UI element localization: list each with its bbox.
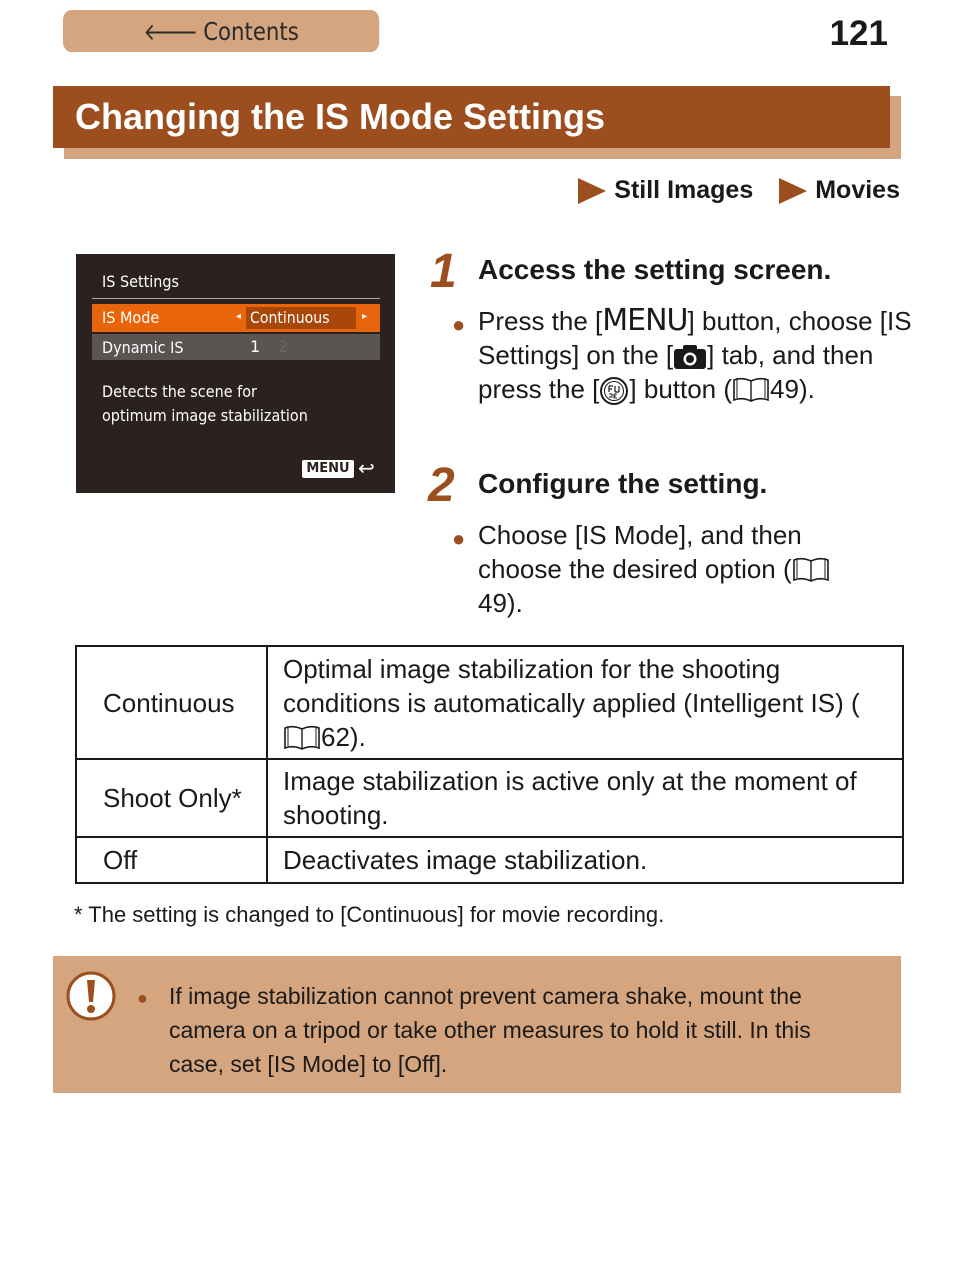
table-cell-mode: Off bbox=[76, 837, 267, 883]
table-cell-text: Optimal image stabilization for the shooting conditions is automatically applied (Intelligent IS) ( bbox=[283, 653, 860, 718]
caution-text: If image stabilization cannot prevent camera shake, mount the camera on a tripod or take other measures to hold it still. In this case, set [IS Mode] to [Off]. bbox=[169, 983, 811, 1077]
menu-button-icon: MENU bbox=[602, 303, 688, 338]
screen-title: IS Settings bbox=[102, 272, 180, 291]
mode-tag-movies bbox=[779, 176, 900, 205]
screen-description-line: optimum image stabilization bbox=[102, 406, 308, 425]
func-set-icon bbox=[599, 376, 629, 406]
contents-label: Contents bbox=[203, 16, 299, 46]
screen-row-is-mode bbox=[92, 304, 380, 332]
table-cell-text: 62). bbox=[321, 721, 366, 752]
mode-tag-still-images bbox=[578, 176, 753, 205]
table-row bbox=[76, 837, 903, 883]
table-cell-description: Image stabilization is active only at the moment of shooting. bbox=[267, 759, 903, 837]
screen-row-label: IS Mode bbox=[102, 308, 160, 327]
menu-icon: MENU bbox=[302, 460, 354, 478]
bullet-icon: ● bbox=[452, 312, 466, 337]
exclamation-icon bbox=[65, 970, 117, 1022]
screen-row-value: 1 bbox=[250, 337, 261, 356]
table-cell-description: Deactivates image stabilization. bbox=[267, 837, 903, 883]
table-cell-mode: Continuous bbox=[76, 646, 267, 759]
left-arrow-icon: ◂ bbox=[236, 311, 242, 322]
camera-screen-image bbox=[76, 254, 395, 493]
screen-row-label: Dynamic IS bbox=[102, 338, 184, 357]
bullet-icon: ● bbox=[452, 526, 466, 551]
screen-row-value: Continuous bbox=[250, 308, 330, 327]
left-arrow-icon: 🡐 bbox=[143, 17, 199, 46]
book-icon bbox=[732, 376, 770, 402]
step-text bbox=[478, 304, 918, 406]
triangle-icon bbox=[578, 178, 606, 204]
triangle-icon bbox=[779, 178, 807, 204]
table-row bbox=[76, 759, 903, 837]
page-title: Changing the IS Mode Settings bbox=[53, 86, 890, 148]
step-heading: Access the setting screen. bbox=[478, 254, 832, 285]
right-arrow-icon: ▸ bbox=[362, 311, 368, 322]
table-row bbox=[76, 646, 903, 759]
screen-row-value-alt: 2 bbox=[278, 337, 289, 356]
step-text-part: Press the [ bbox=[478, 306, 603, 336]
is-mode-table bbox=[75, 645, 904, 884]
mode-tag-label: Movies bbox=[815, 176, 900, 204]
step-text-part: ] button, choose [IS Settings] on the [ bbox=[478, 306, 912, 370]
table-cell-description bbox=[267, 646, 903, 759]
contents-button[interactable] bbox=[63, 10, 379, 52]
screen-description-line: Detects the scene for bbox=[102, 382, 257, 401]
step-text-part: ] button ( bbox=[629, 374, 733, 404]
step-text bbox=[478, 518, 858, 620]
bullet-icon: ● bbox=[137, 988, 148, 1008]
step-text-part: ] tab, and then press the [ bbox=[478, 340, 874, 404]
page-number: 121 bbox=[829, 14, 888, 53]
step-text-part: 49). bbox=[770, 374, 815, 404]
caution-box bbox=[53, 956, 901, 1093]
screen-description bbox=[102, 380, 308, 428]
mode-tags bbox=[552, 176, 900, 205]
return-icon: ↩ bbox=[358, 456, 375, 480]
screen-divider bbox=[92, 298, 380, 299]
footnote: * The setting is changed to [Continuous] for movie recording. bbox=[74, 902, 665, 927]
screen-row-dynamic-is bbox=[92, 334, 380, 360]
option-box bbox=[246, 307, 356, 329]
book-icon bbox=[792, 556, 830, 582]
camera-icon bbox=[673, 344, 707, 370]
book-icon bbox=[283, 724, 321, 750]
step-text-part: Choose [IS Mode], and then choose the desired option ( bbox=[478, 520, 802, 584]
step-number: 1 bbox=[430, 245, 457, 298]
step-heading: Configure the setting. bbox=[478, 468, 768, 499]
step-text-part: 49). bbox=[478, 588, 523, 618]
table-cell-mode: Shoot Only* bbox=[76, 759, 267, 837]
mode-tag-label: Still Images bbox=[614, 176, 754, 204]
step-number: 2 bbox=[428, 459, 455, 512]
